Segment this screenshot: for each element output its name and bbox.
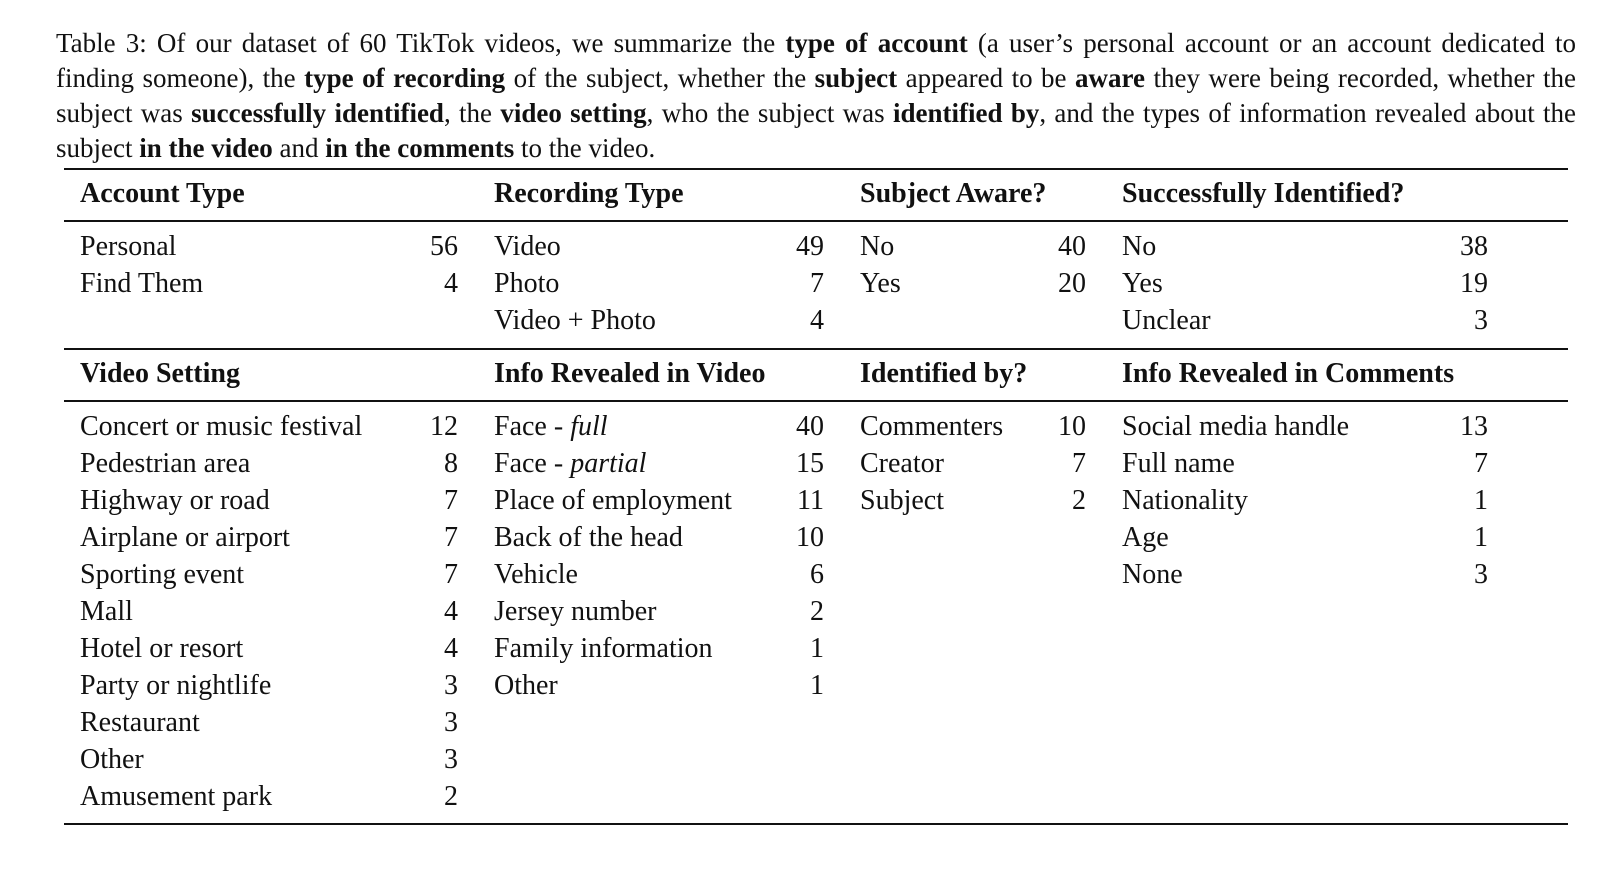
caption-text: and — [272, 133, 326, 163]
row-label-text: Back of the head — [494, 522, 683, 553]
row-count: 40 — [1058, 231, 1086, 262]
row-label — [494, 302, 656, 340]
row-label — [494, 408, 608, 446]
row-label — [80, 228, 176, 266]
row-label-text: Other — [494, 670, 558, 701]
row-count: 3 — [1474, 305, 1488, 336]
caption-bold-term: identified by — [893, 98, 1040, 128]
caption-body — [56, 28, 1576, 163]
row-count: 2 — [810, 596, 824, 627]
column-header: Successfully Identified? — [1122, 178, 1405, 209]
row-label — [494, 556, 578, 594]
row-label — [1122, 445, 1235, 483]
row-label-text: Sporting event — [80, 559, 245, 590]
header-rule-bottom — [64, 400, 1568, 402]
section-divider-rule — [64, 348, 1568, 350]
row-label-text: Social media handle — [1122, 411, 1350, 442]
row-count: 38 — [1460, 231, 1488, 262]
row-label-italic: partial — [570, 448, 647, 479]
row-label — [494, 482, 732, 520]
row-label — [80, 265, 203, 303]
caption-bold-term: video setting — [500, 98, 647, 128]
caption-bold-term: type of recording — [304, 63, 506, 93]
row-count: 7 — [1474, 448, 1488, 479]
caption-text: Of our dataset of 60 TikTok videos, we summarize the — [146, 28, 786, 58]
caption-bold-term: successfully identified — [191, 98, 444, 128]
caption-bold-term: type of account — [785, 28, 968, 58]
row-label — [1122, 519, 1169, 557]
row-label — [494, 630, 713, 668]
table-caption — [56, 26, 1576, 166]
row-label-text: Pedestrian area — [80, 448, 251, 479]
row-label — [494, 667, 558, 705]
row-count: 49 — [796, 231, 824, 262]
caption-label: Table 3: — [56, 28, 147, 58]
row-label-text: Jersey number — [494, 596, 657, 627]
row-count: 7 — [444, 559, 458, 590]
row-label-text: Restaurant — [80, 707, 200, 738]
row-count: 3 — [444, 670, 458, 701]
caption-text: , and the types of information revealed about the subject — [56, 98, 1576, 163]
row-label-text: Find Them — [80, 268, 204, 299]
row-label-text: None — [1122, 559, 1183, 590]
row-label-text: Vehicle — [494, 559, 578, 590]
row-count: 7 — [444, 485, 458, 516]
row-count: 4 — [810, 305, 824, 336]
row-label-text: Mall — [80, 596, 133, 627]
row-count: 13 — [1460, 411, 1488, 442]
row-label-text: Video — [494, 231, 561, 262]
row-count: 20 — [1058, 268, 1086, 299]
row-label — [494, 519, 683, 557]
row-label-text: Unclear — [1122, 305, 1211, 336]
row-count: 10 — [796, 522, 824, 553]
row-count: 15 — [796, 448, 824, 479]
row-label — [80, 593, 133, 631]
caption-text: , the — [443, 98, 501, 128]
row-label-text: Other — [80, 744, 144, 775]
column-header: Recording Type — [494, 178, 684, 209]
row-label-text: Subject — [860, 485, 944, 516]
row-label — [1122, 482, 1248, 520]
row-count: 3 — [444, 707, 458, 738]
row-count: 56 — [430, 231, 458, 262]
row-label-text: Highway or road — [80, 485, 270, 516]
row-label — [80, 741, 144, 779]
row-label-text: Hotel or resort — [80, 633, 244, 664]
row-label — [80, 445, 250, 483]
row-label-text: Concert or music festival — [80, 411, 363, 442]
column-header: Video Setting — [80, 358, 240, 389]
caption-bold-term: subject — [814, 63, 898, 93]
row-count: 1 — [810, 633, 824, 664]
row-label — [80, 778, 272, 816]
row-label — [494, 265, 559, 303]
row-label — [80, 408, 362, 446]
row-label — [80, 704, 200, 742]
header-rule-top — [64, 220, 1568, 222]
row-label — [1122, 302, 1211, 340]
row-count: 4 — [444, 633, 458, 664]
table-bottom-rule — [64, 823, 1568, 825]
row-label — [1122, 265, 1163, 303]
row-label — [80, 630, 243, 668]
caption-bold-term: in the video — [139, 133, 273, 163]
row-label-text: Personal — [80, 231, 177, 262]
caption-text: to the video. — [514, 133, 656, 163]
row-count: 19 — [1460, 268, 1488, 299]
caption-text: appeared to be — [897, 63, 1076, 93]
row-label — [494, 445, 646, 483]
row-count: 1 — [1474, 522, 1488, 553]
row-count: 2 — [444, 781, 458, 812]
row-label — [80, 519, 290, 557]
row-count: 7 — [444, 522, 458, 553]
row-count: 7 — [810, 268, 824, 299]
caption-text: of the subject, whether the — [505, 63, 815, 93]
row-count: 40 — [796, 411, 824, 442]
row-label-text: Age — [1122, 522, 1169, 553]
row-label-text: Face - — [494, 448, 571, 479]
row-count: 8 — [444, 448, 458, 479]
row-label — [860, 228, 894, 266]
row-label-text: Nationality — [1122, 485, 1248, 516]
row-count: 6 — [810, 559, 824, 590]
row-label-text: Yes — [860, 268, 901, 299]
column-header: Subject Aware? — [860, 178, 1047, 209]
row-count: 7 — [1072, 448, 1086, 479]
row-count: 4 — [444, 268, 458, 299]
row-label — [80, 667, 271, 705]
row-label-text: No — [860, 231, 895, 262]
row-label-text: Airplane or airport — [80, 522, 290, 553]
row-label-italic: full — [570, 411, 608, 442]
row-label-text: Place of employment — [494, 485, 732, 516]
row-count: 1 — [1474, 485, 1488, 516]
row-count: 4 — [444, 596, 458, 627]
row-label-text: No — [1122, 231, 1157, 262]
row-label — [860, 482, 944, 520]
row-label-text: Party or nightlife — [80, 670, 272, 701]
row-label-text: Face - — [494, 411, 571, 442]
column-header: Account Type — [80, 178, 245, 209]
row-count: 12 — [430, 411, 458, 442]
row-label — [1122, 228, 1156, 266]
caption-bold-term: in the comments — [325, 133, 515, 163]
row-label-text: Family information — [494, 633, 713, 664]
row-label-text: Yes — [1122, 268, 1163, 299]
row-label-text: Creator — [860, 448, 944, 479]
caption-text: they were being recorded, whether the subject was — [56, 63, 1576, 128]
column-header: Info Revealed in Video — [494, 358, 766, 389]
row-label — [494, 593, 657, 631]
row-label — [860, 408, 1003, 446]
row-label-text: Full name — [1122, 448, 1235, 479]
row-label — [494, 228, 561, 266]
row-count: 1 — [810, 670, 824, 701]
row-label — [1122, 556, 1183, 594]
column-header: Identified by? — [860, 358, 1028, 389]
row-label — [860, 445, 944, 483]
caption-text: , who the subject was — [646, 98, 893, 128]
row-label — [860, 265, 901, 303]
row-label-text: Photo — [494, 268, 560, 299]
row-count: 11 — [797, 485, 824, 516]
caption-bold-term: aware — [1075, 63, 1146, 93]
row-count: 10 — [1058, 411, 1086, 442]
row-label-text: Video + Photo — [494, 305, 656, 336]
row-label — [1122, 408, 1349, 446]
table-top-rule — [64, 168, 1568, 170]
caption-text: (a user’s personal account or an account dedicated to finding someone), the — [56, 28, 1577, 93]
row-label — [80, 482, 270, 520]
row-count: 3 — [1474, 559, 1488, 590]
row-count: 3 — [444, 744, 458, 775]
row-count: 2 — [1072, 485, 1086, 516]
column-header: Info Revealed in Comments — [1122, 358, 1455, 389]
row-label-text: Amusement park — [80, 781, 273, 812]
row-label — [80, 556, 244, 594]
row-label-text: Commenters — [860, 411, 1004, 442]
